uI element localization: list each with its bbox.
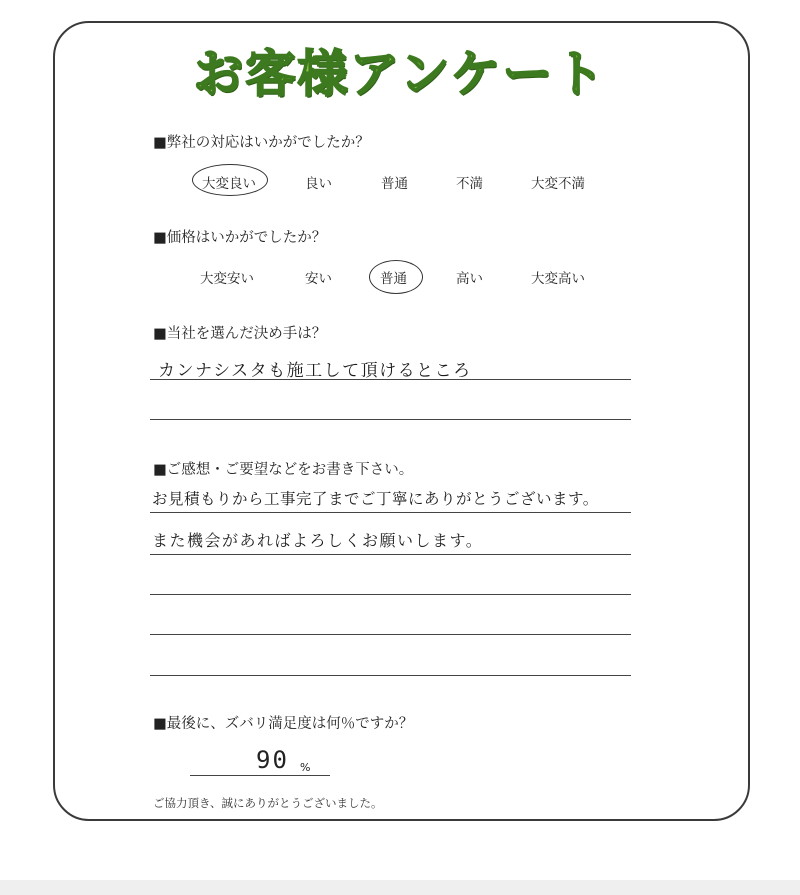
- option-price-very-expensive[interactable]: 大変高い: [531, 271, 585, 287]
- answer-line: [150, 379, 631, 380]
- satisfaction-value: 90: [256, 746, 289, 774]
- question-service: ■弊社の対応はいかがでしたか？: [153, 135, 370, 151]
- satisfaction-unit: %: [300, 761, 311, 774]
- option-price-average[interactable]: 普通: [380, 271, 407, 287]
- page-bottom-band: [0, 880, 800, 895]
- option-price-cheap[interactable]: 安い: [305, 271, 332, 287]
- option-service-very-good[interactable]: 大変良い: [202, 176, 256, 192]
- comment-line-1: お見積もりから工事完了までご丁寧にありがとうございます。: [152, 490, 599, 508]
- answer-line: [150, 634, 631, 635]
- answer-line: [150, 512, 631, 513]
- answer-line: [150, 554, 631, 555]
- comment-line-2: また機会があればよろしくお願いします。: [152, 531, 484, 550]
- satisfaction-line: [190, 775, 330, 776]
- answer-line: [150, 675, 631, 676]
- answer-line: [150, 594, 631, 595]
- thank-you-note: ご協力頂き、誠にありがとうございました。: [153, 796, 383, 810]
- question-deciding-factor: ■当社を選んだ決め手は？: [153, 326, 327, 342]
- option-price-expensive[interactable]: 高い: [456, 271, 483, 287]
- option-price-very-cheap[interactable]: 大変安い: [200, 271, 254, 287]
- option-service-very-dissatisfied[interactable]: 大変不満: [531, 176, 585, 192]
- question-comments: ■ご感想・ご要望などをお書き下さい。: [153, 462, 414, 478]
- option-service-good[interactable]: 良い: [305, 176, 332, 192]
- answer-line: [150, 419, 631, 420]
- survey-title: お客様アンケート: [193, 45, 607, 103]
- question-price: ■価格はいかがでしたか？: [153, 230, 327, 246]
- option-service-average[interactable]: 普通: [381, 176, 408, 192]
- option-service-dissatisfied[interactable]: 不満: [456, 176, 483, 192]
- question-satisfaction: ■最後に、ズバリ満足度は何％ですか？: [153, 716, 414, 732]
- answer-deciding-factor: カンナシスタも施工して頂けるところ: [158, 361, 472, 381]
